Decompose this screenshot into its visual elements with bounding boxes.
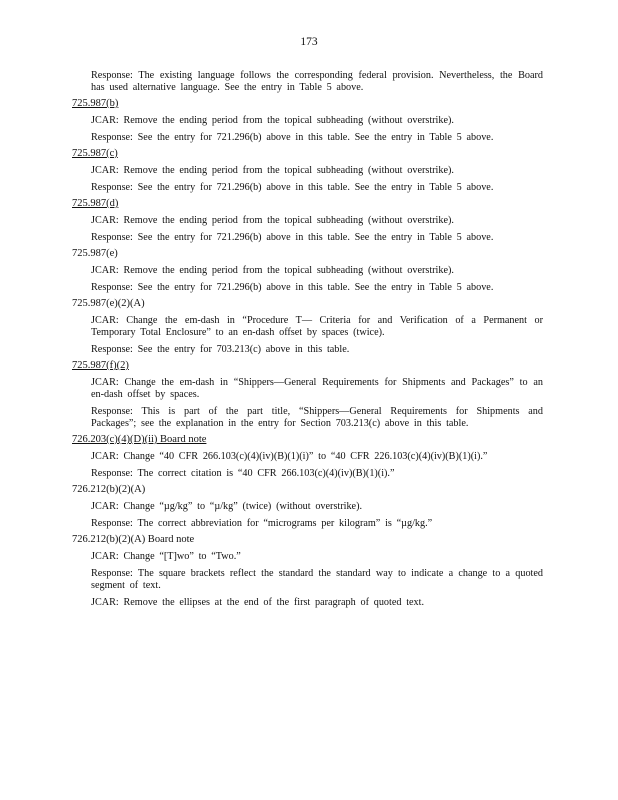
page-number: 173 — [300, 36, 318, 48]
section-heading: 725.987(e)(2)(A) — [72, 298, 145, 309]
paragraph: JCAR: Change “[T]wo” to “Two.” — [91, 551, 241, 562]
paragraph: Response: See the entry for 721.296(b) above in this table. See the entry in Table 5 above. — [91, 132, 494, 143]
paragraph: JCAR: Change the em-dash in “Procedure T— Criteria for and Verification of a Permanent or Temporary Total Enclosure” to an en-dash offset by spaces (twice). — [91, 315, 543, 338]
paragraph: Response: See the entry for 703.213(c) above in this table. — [91, 344, 350, 355]
document-body — [0, 70, 618, 609]
section-heading: 725.987(d) — [72, 198, 119, 209]
section-heading: 725.987(b) — [72, 98, 119, 109]
paragraph: JCAR: Change the em-dash in “Shippers—General Requirements for Shipments and Packages” to an en-dash offset by spaces. — [91, 377, 543, 400]
section-heading: 726.212(b)(2)(A) — [72, 484, 146, 495]
section-heading: 725.987(c) — [72, 148, 118, 159]
paragraph: Response: See the entry for 721.296(b) above in this table. See the entry in Table 5 above. — [91, 182, 494, 193]
paragraph: Response: The square brackets reflect the standard the standard way to indicate a change to a quoted segment of text. — [91, 568, 543, 591]
paragraph: Response: See the entry for 721.296(b) above in this table. See the entry in Table 5 above. — [91, 232, 494, 243]
paragraph: JCAR: Change “µg/kg” to “µ/kg” (twice) (without overstrike). — [91, 501, 363, 512]
section-heading: 725.987(f)(2) — [72, 360, 129, 371]
paragraph: JCAR: Remove the ending period from the topical subheading (without overstrike). — [91, 165, 454, 176]
paragraph: Response: This is part of the part title, “Shippers—General Requirements for Shipments and Packages”; see the explanation in the entry for Section 703.213(c) above in this table. — [91, 406, 543, 429]
paragraph: Response: The correct citation is “40 CFR 266.103(c)(4)(iv)(B)(1)(i).” — [91, 468, 395, 479]
paragraph: Response: See the entry for 721.296(b) above in this table. See the entry in Table 5 above. — [91, 282, 494, 293]
section-heading: 726.203(c)(4)(D)(ii) Board note — [72, 434, 207, 445]
section-heading: 726.212(b)(2)(A) Board note — [72, 534, 195, 545]
paragraph: JCAR: Remove the ellipses at the end of the first paragraph of quoted text. — [91, 597, 425, 608]
paragraph: JCAR: Remove the ending period from the topical subheading (without overstrike). — [91, 215, 454, 226]
section-heading: 725.987(e) — [72, 248, 118, 259]
paragraph: JCAR: Remove the ending period from the topical subheading (without overstrike). — [91, 265, 454, 276]
paragraph: JCAR: Change “40 CFR 266.103(c)(4)(iv)(B)(1)(i)” to “40 CFR 226.103(c)(4)(iv)(B)(1)(i).” — [91, 451, 488, 462]
paragraph: Response: The existing language follows the corresponding federal provision. Nevertheless, the Board has used alternative language. See the entry in Table 5 above. — [91, 70, 543, 93]
paragraph: JCAR: Remove the ending period from the topical subheading (without overstrike). — [91, 115, 454, 126]
paragraph: Response: The correct abbreviation for “micrograms per kilogram” is “µg/kg.” — [91, 518, 433, 529]
